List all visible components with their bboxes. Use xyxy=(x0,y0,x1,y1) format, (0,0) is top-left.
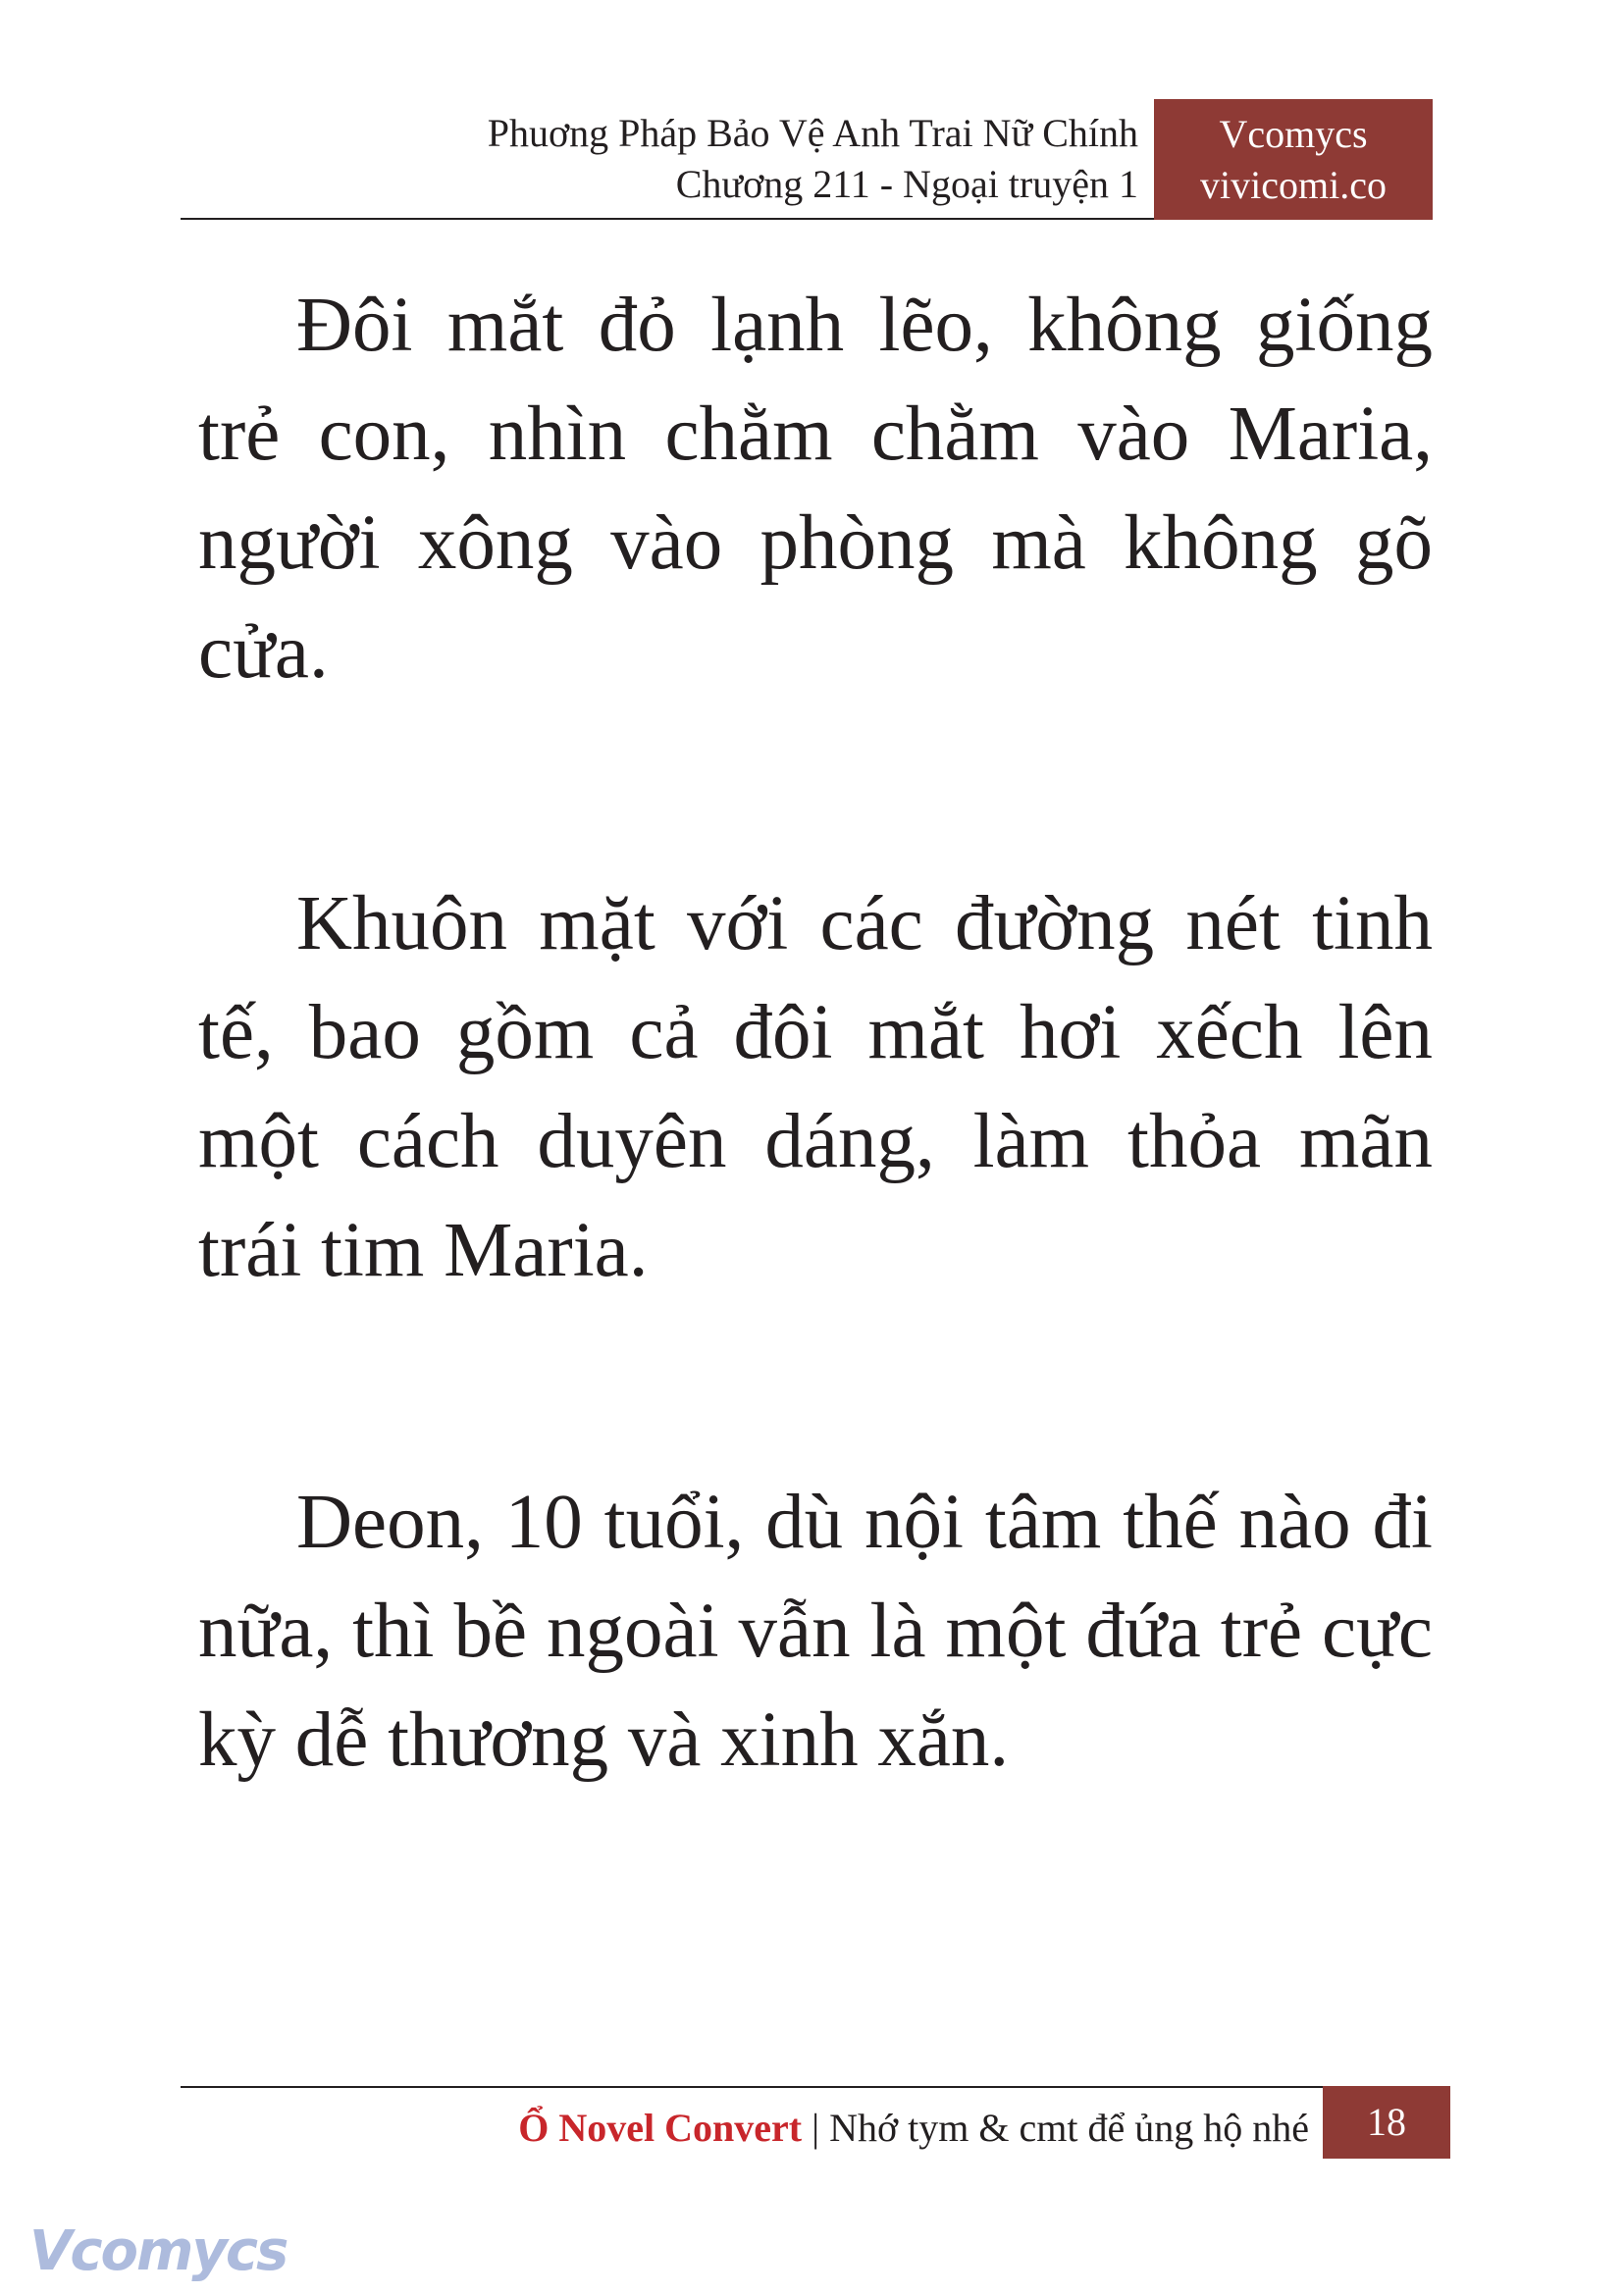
footer-separator: | xyxy=(812,2106,820,2150)
footer-message: Nhớ tym & cmt để ủng hộ nhé xyxy=(829,2106,1309,2150)
site-name: Vcomycs xyxy=(1219,112,1368,156)
book-title: Phuơng Pháp Bảo Vệ Anh Trai Nữ Chính xyxy=(487,111,1138,155)
footer-brand: Ổ Novel Convert xyxy=(518,2106,803,2150)
footer-divider xyxy=(181,2086,1323,2088)
paragraph: Khuôn mặt với các đường nét tinh tế, bao gồm cả đôi mắt hơi xếch lên một cách duyên dáng, làm thỏa mãn trái tim Maria. xyxy=(198,881,1433,1293)
paragraph: Đôi mắt đỏ lạnh lẽo, không giống trẻ con, nhìn chằm chằm vào Maria, người xông vào phòng mà không gõ cửa. xyxy=(198,283,1433,695)
running-header xyxy=(294,108,1138,210)
footer xyxy=(294,2094,1309,2163)
header-divider xyxy=(181,218,1154,220)
page-number: 18 xyxy=(1323,2086,1450,2159)
watermark-logo: Vcomycs xyxy=(29,2219,288,2283)
page-body xyxy=(198,271,1433,1957)
paragraph: Deon, 10 tuổi, dù nội tâm thế nào đi nữa, thì bề ngoài vẫn là một đứa trẻ cực kỳ dễ thương và xinh xắn. xyxy=(198,1480,1433,1783)
site-url: vivicomi.co xyxy=(1200,163,1387,207)
chapter-title: Chương 211 - Ngoại truyện 1 xyxy=(675,162,1138,206)
site-badge xyxy=(1154,99,1433,220)
